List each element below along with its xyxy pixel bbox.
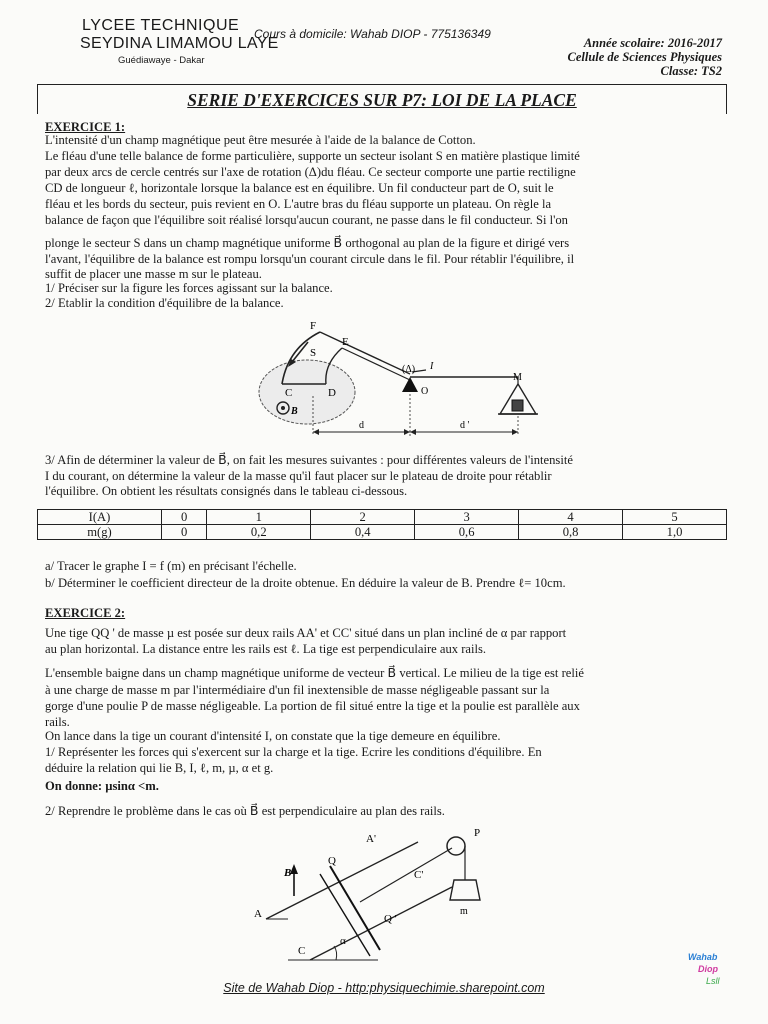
logo-line-3: Lsll xyxy=(706,976,720,986)
ex1-line-2: Le fléau d'une telle balance de forme particulière, supporte un secteur isolant S en matière plastique limité xyxy=(45,149,580,163)
label-f: F xyxy=(310,320,317,332)
ex2-line-9: déduire la relation qui lie B, I, ℓ, m, µ, α et g. xyxy=(45,761,274,775)
table-cell: 0,2 xyxy=(207,525,311,540)
ex1-line-5: fléau et les bords du secteur, puis revient en O. L'autre bras du fléau supporte un plateau. On règle la xyxy=(45,197,552,211)
label-b: B xyxy=(284,867,292,879)
label-s: S xyxy=(310,347,317,359)
ex1-question-a: a/ Tracer le graphe I = f (m) en précisant l'échelle. xyxy=(45,559,297,573)
table-cell: 4 xyxy=(519,510,623,525)
ex1-line-9: suffit de placer une masse m sur le plateau. xyxy=(45,267,262,281)
cotton-balance-figure xyxy=(250,318,560,438)
table-cell: 0 xyxy=(162,510,207,525)
pivot xyxy=(402,377,418,392)
mass-weight xyxy=(512,400,523,411)
table-cell: 2 xyxy=(311,510,415,525)
footer-site: Site de Wahab Diop - http:physiquechimie.sharepoint.com xyxy=(223,981,545,995)
exercise1-heading: EXERCICE 1: xyxy=(45,120,126,134)
label-c: C xyxy=(285,387,293,399)
rail-aa-prime xyxy=(266,842,418,919)
ex2-line-5: gorge d'une poulie P de masse négligeable. La portion de fil situé entre la tige et la poulie est parallèle aux xyxy=(45,699,580,713)
rail-cc-prime xyxy=(310,887,452,960)
ex1-q3-line-3: l'équilibre. On obtient les résultats consignés dans le tableau ci-dessous. xyxy=(45,484,408,498)
table-cell: 0,4 xyxy=(311,525,415,540)
label-p: P xyxy=(474,827,481,839)
table-cell: 5 xyxy=(623,510,727,525)
ex2-line-6: rails. xyxy=(45,715,70,729)
pulley xyxy=(447,837,465,855)
table-cell: 1 xyxy=(207,510,311,525)
label-d: D xyxy=(328,387,336,399)
logo-line-2: Diop xyxy=(698,964,718,974)
label-dist-d-prime: d ' xyxy=(460,420,470,431)
school-location: Guédiawaye - Dakar xyxy=(118,55,205,66)
table-cell: 3 xyxy=(415,510,519,525)
label-m: m xyxy=(460,906,468,917)
school-name-line2: SEYDINA LIMAMOU LAYE xyxy=(80,35,279,52)
school-year: Année scolaire: 2016-2017 xyxy=(583,36,722,50)
label-m: M xyxy=(513,372,522,383)
ex1-question-1: 1/ Préciser sur la figure les forces agissant sur la balance. xyxy=(45,281,333,295)
table-cell: 0 xyxy=(162,525,207,540)
ex2-question-2: 2/ Reprendre le problème dans le cas où B⃗ est perpendiculaire au plan des rails. xyxy=(45,804,445,818)
label-i: I xyxy=(430,361,434,372)
tutoring-contact: Cours à domicile: Wahab DIOP - 775136349 xyxy=(254,27,491,41)
ex1-line-1: L'intensité d'un champ magnétique peut être mesurée à l'aide de la balance de Cotton. xyxy=(45,133,476,147)
ex1-line-6: balance de façon que l'équilibre soit réalisé lorsqu'aucun courant, ne passe dans le fil conducteur. Si l'on xyxy=(45,213,568,227)
ex1-question-b: b/ Déterminer le coefficient directeur de la droite obtenue. En déduire la valeur de B. Prendre ℓ= 10cm. xyxy=(45,576,566,590)
ex1-question-2: 2/ Etablir la condition d'équilibre de la balance. xyxy=(45,296,284,310)
wahab-diop-logo xyxy=(688,951,740,995)
ex1-q3-line-1: 3/ Afin de déterminer la valeur de B⃗, on fait les mesures suivantes : pour différentes valeurs de l'intensité xyxy=(45,453,573,467)
ex2-line-2: au plan horizontal. La distance entre les rails est ℓ. La tige est perpendiculaire aux rails. xyxy=(45,642,487,656)
label-c: C xyxy=(298,945,306,957)
table-row-current xyxy=(38,510,727,525)
ex2-line-3: L'ensemble baigne dans un champ magnétique uniforme de vecteur B⃗ vertical. Le milieu de la tige est relié xyxy=(45,666,584,680)
hanging-mass xyxy=(450,880,480,900)
label-alpha: α xyxy=(340,935,346,947)
page-title: SERIE D'EXERCICES SUR P7: LOI DE LA PLACE xyxy=(187,90,577,110)
table-cell: I(A) xyxy=(38,510,162,525)
inclined-rails-figure xyxy=(240,822,500,972)
ex1-q3-line-2: I du courant, on détermine la valeur de la masse qu'il faut placer sur le plateau de droite pour rétablir xyxy=(45,469,552,483)
table-row-mass xyxy=(38,525,727,540)
ex1-line-3: par deux arcs de cercle centrés sur l'axe de rotation (Δ)du fléau. Ce secteur comporte une partie rectiligne xyxy=(45,165,576,179)
measurement-table xyxy=(37,509,727,540)
label-delta: (Δ) xyxy=(402,364,416,375)
label-o: O xyxy=(421,386,429,397)
label-q-prime: Q ' xyxy=(384,913,397,925)
label-q: Q xyxy=(328,855,336,867)
title-box xyxy=(37,84,727,114)
ex1-line-8: l'avant, l'équilibre de la balance est rompu lorsqu'un courant circule dans le fil. Pour rétablir l'équilibre, il xyxy=(45,252,575,266)
department: Cellule de Sciences Physiques xyxy=(567,50,722,64)
label-dist-d: d xyxy=(359,420,364,431)
ex2-line-1: Une tige QQ ' de masse µ est posée sur deux rails AA' et CC' situé dans un plan incliné de α par rapport xyxy=(45,626,567,640)
logo-line-1: Wahab xyxy=(688,952,718,962)
label-b: B xyxy=(291,406,298,417)
ex2-line-4: à une charge de masse m par l'intermédiaire d'un fil inextensible de masse négligeable passant sur la xyxy=(45,683,550,697)
label-c-prime: C' xyxy=(414,869,424,881)
ex2-given: On donne: µsinα <m. xyxy=(45,779,159,793)
table-cell: m(g) xyxy=(38,525,162,540)
label-a: A xyxy=(254,908,262,920)
table-cell: 0,8 xyxy=(519,525,623,540)
table-cell: 0,6 xyxy=(415,525,519,540)
field-region xyxy=(259,360,355,424)
label-a-prime: A' xyxy=(366,833,376,845)
ex1-line-7: plonge le secteur S dans un champ magnétique uniforme B⃗ orthogonal au plan de la figure et dirigé vers xyxy=(45,236,570,250)
class-label: Classe: TS2 xyxy=(660,64,722,78)
ex2-line-7: On lance dans la tige un courant d'intensité I, on constate que la tige demeure en équilibre. xyxy=(45,729,501,743)
label-e: E xyxy=(342,336,349,348)
table-cell: 1,0 xyxy=(623,525,727,540)
ex1-line-4: CD de longueur ℓ, horizontale lorsque la balance est en équilibre. Un fil conducteur part de O, suit le xyxy=(45,181,554,195)
school-name-line1: LYCEE TECHNIQUE xyxy=(82,17,240,34)
exercise2-heading: EXERCICE 2: xyxy=(45,606,126,620)
ex2-line-8: 1/ Représenter les forces qui s'exercent sur la charge et la tige. Ecrire les conditions d'équilibre. En xyxy=(45,745,542,759)
